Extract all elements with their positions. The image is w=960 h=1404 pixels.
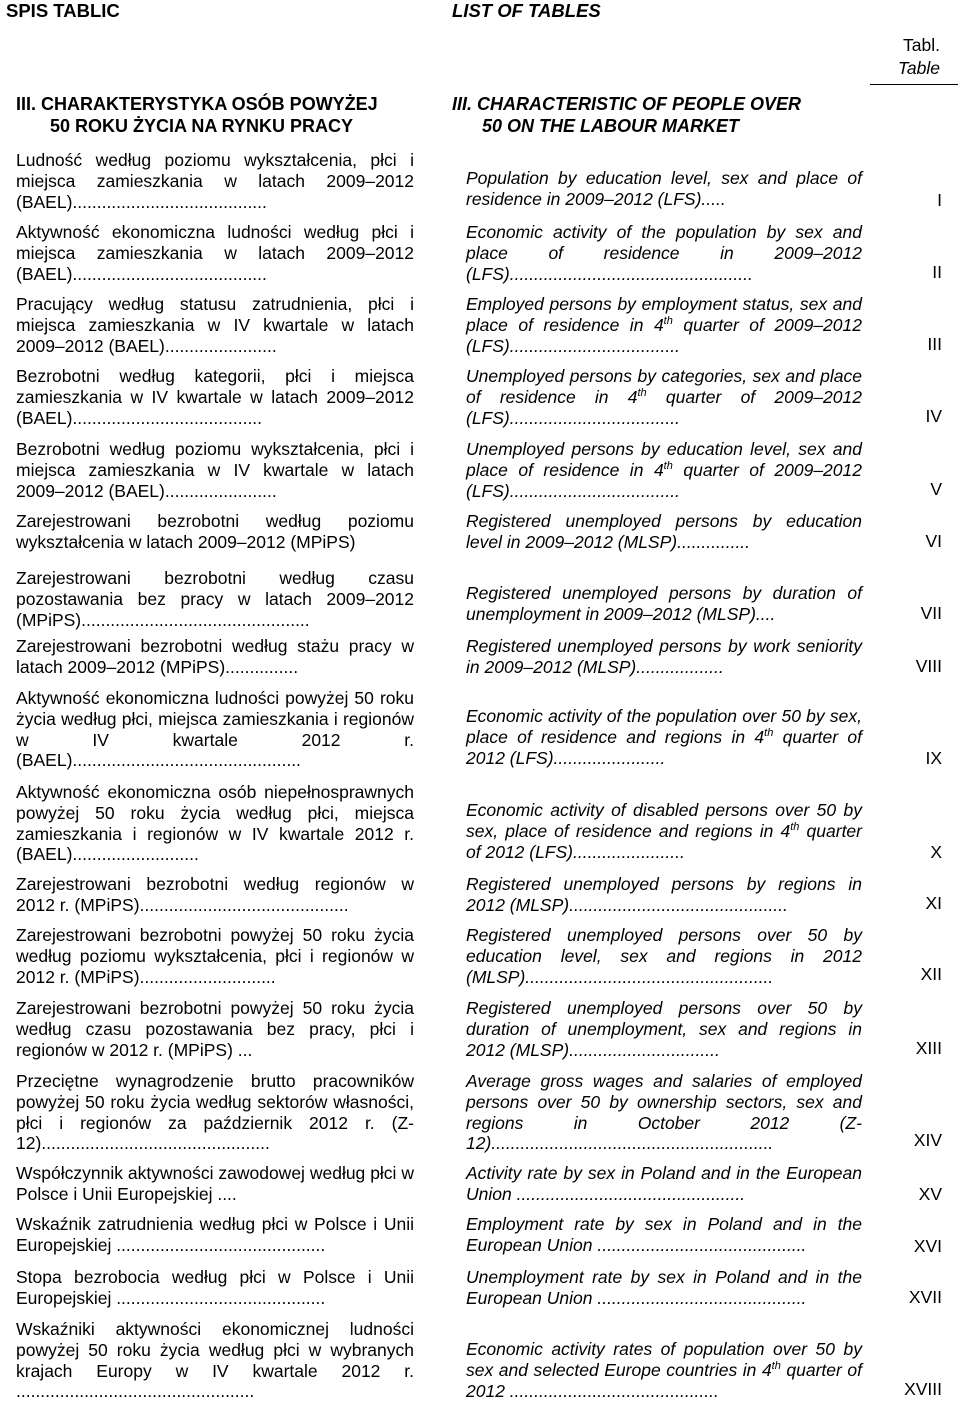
column-label-tabl: Tabl. <box>903 35 940 55</box>
list-item-pl: Ludność według poziomu wykształcenia, płci i miejsca zamieszkania w latach 2009–2012 (BAEL)........................................ <box>16 150 414 212</box>
table-number: XVIII <box>904 1379 942 1399</box>
header-rule <box>870 84 958 85</box>
section-heading-pl-line2: 50 ROKU ŻYCIA NA RYNKU PRACY <box>50 116 354 136</box>
list-item-pl: Aktywność ekonomiczna ludności powyżej 50 roku życia według płci, miejsca zamieszkania i regionów w IV kwartale 2012 r. (BAEL)............................................... <box>16 688 414 771</box>
table-number: XV <box>918 1184 942 1204</box>
table-number: VIII <box>915 656 942 676</box>
list-item-en: Registered unemployed persons by regions in 2012 (MLSP)............................................. <box>466 874 862 915</box>
list-item-pl: Pracujący według statusu zatrudnienia, płci i miejsca zamieszkania w IV kwartale w latach 2009–2012 (BAEL)....................... <box>16 294 414 356</box>
list-item-en: Average gross wages and salaries of employed persons over 50 by ownership sectors, sex and regions in October 2012 (Z-12).......................................................... <box>466 1071 862 1154</box>
list-item-en: Economic activity of disabled persons over 50 by sex, place of residence and regions in 4th quarter of 2012 (LFS)....................... <box>466 800 862 862</box>
column-label-table: Table <box>897 58 940 78</box>
list-item-en: Economic activity of the population over 50 by sex, place of residence and regions in 4th quarter of 2012 (LFS)....................... <box>466 706 862 768</box>
list-item-pl: Wskaźnik zatrudnienia według płci w Polsce i Unii Europejskiej ........................................... <box>16 1214 414 1255</box>
table-number: XI <box>925 893 942 913</box>
list-item-pl: Wskaźniki aktywności ekonomicznej ludności powyżej 50 roku życia według płci w wybranych krajach Europy w IV kwartale 2012 r. ................................................. <box>16 1319 414 1402</box>
list-item-en: Employment rate by sex in Poland and in the European Union ........................................... <box>466 1214 862 1255</box>
table-number: II <box>932 262 942 282</box>
list-item-pl: Zarejestrowani bezrobotni powyżej 50 roku życia według czasu pozostawania bez pracy, płci i regionów w 2012 r. (MPiPS) ... <box>16 998 414 1060</box>
list-item-pl: Zarejestrowani bezrobotni według stażu pracy w latach 2009–2012 (MPiPS)............... <box>16 636 414 677</box>
list-item-en: Registered unemployed persons by work seniority in 2009–2012 (MLSP).................. <box>466 636 862 677</box>
list-item-en: Employed persons by employment status, sex and place of residence in 4th quarter of 2009–2012 (LFS)................................... <box>466 294 862 356</box>
table-number: XIII <box>915 1038 942 1058</box>
list-item-en: Economic activity rates of population over 50 by sex and selected Europe countries in 4th quarter of 2012 ........................................... <box>466 1339 862 1401</box>
list-item-en: Economic activity of the population by sex and place of residence in 2009–2012 (LFS).................................................. <box>466 222 862 284</box>
table-number: IV <box>925 406 942 426</box>
list-item-pl: Zarejestrowani bezrobotni według czasu pozostawania bez pracy w latach 2009–2012 (MPiPS)............................................... <box>16 568 414 630</box>
list-item-pl: Bezrobotni według poziomu wykształcenia, płci i miejsca zamieszkania w IV kwartale w latach 2009–2012 (BAEL)....................... <box>16 439 414 501</box>
table-number: IX <box>925 748 942 768</box>
list-item-pl: Zarejestrowani bezrobotni według poziomu wykształcenia w latach 2009–2012 (MPiPS) <box>16 511 414 552</box>
list-item-pl: Współczynnik aktywności zawodowej według płci w Polsce i Unii Europejskiej .... <box>16 1163 414 1204</box>
list-item-en: Unemployed persons by education level, sex and place of residence in 4th quarter of 2009–2012 (LFS)................................... <box>466 439 862 501</box>
list-item-en: Registered unemployed persons over 50 by education level, sex and regions in 2012 (MLSP)................................................... <box>466 925 862 987</box>
list-item-en: Registered unemployed persons by duration of unemployment in 2009–2012 (MLSP).... <box>466 583 862 624</box>
table-number: XVI <box>913 1236 942 1256</box>
table-number: VI <box>925 531 942 551</box>
table-number: X <box>930 842 942 862</box>
section-heading-en-line2: 50 ON THE LABOUR MARKET <box>482 116 740 136</box>
list-item-en: Registered unemployed persons by education level in 2009–2012 (MLSP)............... <box>466 511 862 552</box>
header-title-polish: SPIS TABLIC <box>6 0 120 21</box>
list-item-pl: Aktywność ekonomiczna osób niepełnosprawnych powyżej 50 roku życia według płci, miejsca zamieszkania i regionów w IV kwartale 2012 r. (BAEL).......................... <box>16 782 414 865</box>
section-heading-pl-line1: III. CHARAKTERYSTYKA OSÓB POWYŻEJ <box>16 94 378 114</box>
table-number: I <box>937 190 942 210</box>
table-number: XII <box>920 964 942 984</box>
section-heading-polish <box>16 93 416 137</box>
list-item-pl: Zarejestrowani bezrobotni według regionów w 2012 r. (MPiPS)........................................... <box>16 874 414 915</box>
list-item-pl: Stopa bezrobocia według płci w Polsce i Unii Europejskiej ........................................... <box>16 1267 414 1308</box>
table-number: III <box>927 334 942 354</box>
header-title-english: LIST OF TABLES <box>452 0 601 21</box>
list-item-pl: Przeciętne wynagrodzenie brutto pracowników powyżej 50 roku życia według sektorów własności, płci i regionów za październik 2012 r. (Z-12)............................................... <box>16 1071 414 1154</box>
table-number: VII <box>920 603 942 623</box>
section-heading-english <box>452 93 872 137</box>
section-heading-en-line1: III. CHARACTERISTIC OF PEOPLE OVER <box>452 94 802 114</box>
table-number: XIV <box>913 1130 942 1150</box>
table-number: V <box>930 479 942 499</box>
list-item-pl: Aktywność ekonomiczna ludności według płci i miejsca zamieszkania w latach 2009–2012 (BAEL)........................................ <box>16 222 414 284</box>
list-item-en: Population by education level, sex and place of residence in 2009–2012 (LFS)..... <box>466 168 862 209</box>
list-item-pl: Zarejestrowani bezrobotni powyżej 50 roku życia według poziomu wykształcenia, płci i regionów w 2012 r. (MPiPS)............................ <box>16 925 414 987</box>
list-item-pl: Bezrobotni według kategorii, płci i miejsca zamieszkania w IV kwartale w latach 2009–2012 (BAEL)....................................... <box>16 366 414 428</box>
table-number: XVII <box>908 1287 942 1307</box>
list-item-en: Unemployed persons by categories, sex and place of residence in 4th quarter of 2009–2012 (LFS)................................... <box>466 366 862 428</box>
list-item-en: Activity rate by sex in Poland and in the European Union ............................................... <box>466 1163 862 1204</box>
list-item-en: Unemployment rate by sex in Poland and in the European Union ........................................... <box>466 1267 862 1308</box>
list-item-en: Registered unemployed persons over 50 by duration of unemployment, sex and regions in 2012 (MLSP)............................... <box>466 998 862 1060</box>
